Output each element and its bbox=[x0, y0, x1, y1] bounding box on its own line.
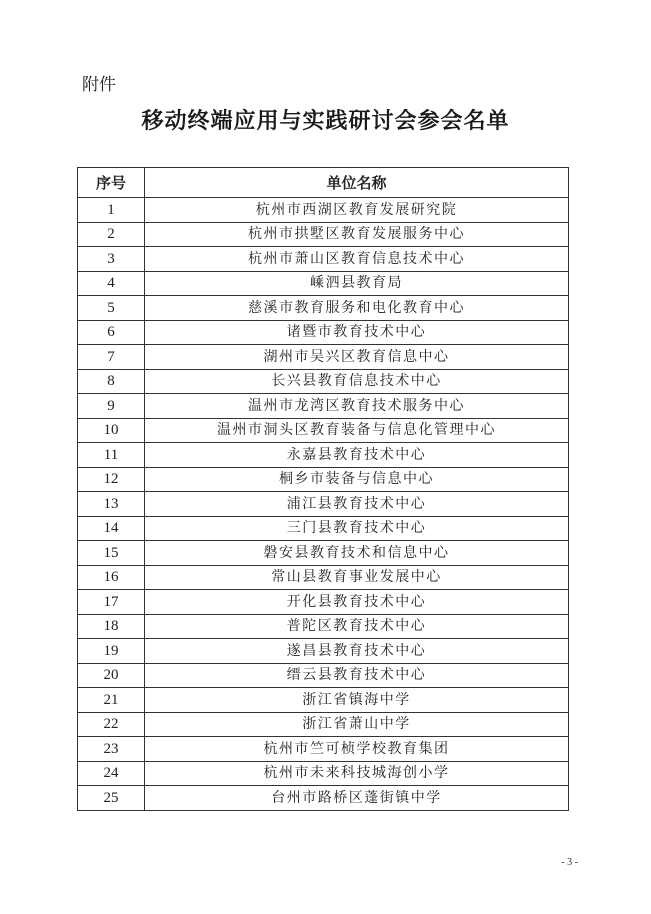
row-number: 10 bbox=[78, 418, 145, 443]
row-unit-name: 慈溪市教育服务和电化教育中心 bbox=[145, 296, 569, 321]
table-row bbox=[78, 663, 569, 688]
annex-label: 附件 bbox=[82, 75, 116, 95]
attendee-table bbox=[77, 167, 569, 811]
table-row bbox=[78, 222, 569, 247]
row-unit-name: 杭州市未来科技城海创小学 bbox=[145, 761, 569, 786]
row-unit-name: 缙云县教育技术中心 bbox=[145, 663, 569, 688]
row-unit-name: 常山县教育事业发展中心 bbox=[145, 565, 569, 590]
table-row bbox=[78, 443, 569, 468]
table-header-row bbox=[78, 168, 569, 198]
document-title: 移动终端应用与实践研讨会参会名单 bbox=[141, 109, 510, 134]
table-row bbox=[78, 198, 569, 223]
row-number: 22 bbox=[78, 712, 145, 737]
row-unit-name: 长兴县教育信息技术中心 bbox=[145, 369, 569, 394]
table-row bbox=[78, 320, 569, 345]
table-row bbox=[78, 737, 569, 762]
row-number: 1 bbox=[78, 198, 145, 223]
table-row bbox=[78, 247, 569, 272]
row-number: 18 bbox=[78, 614, 145, 639]
table-row bbox=[78, 296, 569, 321]
table-row bbox=[78, 345, 569, 370]
row-number: 21 bbox=[78, 688, 145, 713]
table-row bbox=[78, 369, 569, 394]
table-row bbox=[78, 394, 569, 419]
table-row bbox=[78, 761, 569, 786]
table-row bbox=[78, 614, 569, 639]
row-number: 8 bbox=[78, 369, 145, 394]
row-number: 9 bbox=[78, 394, 145, 419]
table-row bbox=[78, 271, 569, 296]
row-unit-name: 开化县教育技术中心 bbox=[145, 590, 569, 615]
row-unit-name: 温州市龙湾区教育技术服务中心 bbox=[145, 394, 569, 419]
row-unit-name: 诸暨市教育技术中心 bbox=[145, 320, 569, 345]
row-unit-name: 台州市路桥区蓬街镇中学 bbox=[145, 786, 569, 811]
row-number: 5 bbox=[78, 296, 145, 321]
row-number: 25 bbox=[78, 786, 145, 811]
row-number: 15 bbox=[78, 541, 145, 566]
table-row bbox=[78, 590, 569, 615]
table-row bbox=[78, 492, 569, 517]
table-row bbox=[78, 712, 569, 737]
row-unit-name: 普陀区教育技术中心 bbox=[145, 614, 569, 639]
row-unit-name: 嵊泗县教育局 bbox=[145, 271, 569, 296]
table-body bbox=[78, 198, 569, 811]
row-number: 13 bbox=[78, 492, 145, 517]
header-unit-name: 单位名称 bbox=[145, 168, 569, 198]
row-unit-name: 桐乡市装备与信息中心 bbox=[145, 467, 569, 492]
row-number: 3 bbox=[78, 247, 145, 272]
row-number: 23 bbox=[78, 737, 145, 762]
row-number: 12 bbox=[78, 467, 145, 492]
row-unit-name: 浦江县教育技术中心 bbox=[145, 492, 569, 517]
table-row bbox=[78, 541, 569, 566]
table-row bbox=[78, 639, 569, 664]
table-row bbox=[78, 467, 569, 492]
page-number: - 3 - bbox=[561, 857, 578, 868]
row-number: 6 bbox=[78, 320, 145, 345]
row-number: 20 bbox=[78, 663, 145, 688]
row-number: 24 bbox=[78, 761, 145, 786]
table-row bbox=[78, 516, 569, 541]
row-unit-name: 湖州市吴兴区教育信息中心 bbox=[145, 345, 569, 370]
row-unit-name: 杭州市拱墅区教育发展服务中心 bbox=[145, 222, 569, 247]
table-row bbox=[78, 786, 569, 811]
row-number: 4 bbox=[78, 271, 145, 296]
row-unit-name: 磐安县教育技术和信息中心 bbox=[145, 541, 569, 566]
row-unit-name: 永嘉县教育技术中心 bbox=[145, 443, 569, 468]
row-number: 14 bbox=[78, 516, 145, 541]
row-unit-name: 遂昌县教育技术中心 bbox=[145, 639, 569, 664]
header-number: 序号 bbox=[78, 168, 145, 198]
table-row bbox=[78, 565, 569, 590]
row-number: 7 bbox=[78, 345, 145, 370]
row-unit-name: 杭州市萧山区教育信息技术中心 bbox=[145, 247, 569, 272]
row-unit-name: 三门县教育技术中心 bbox=[145, 516, 569, 541]
row-unit-name: 浙江省镇海中学 bbox=[145, 688, 569, 713]
row-number: 11 bbox=[78, 443, 145, 468]
row-number: 17 bbox=[78, 590, 145, 615]
row-number: 2 bbox=[78, 222, 145, 247]
row-unit-name: 温州市洞头区教育装备与信息化管理中心 bbox=[145, 418, 569, 443]
row-unit-name: 浙江省萧山中学 bbox=[145, 712, 569, 737]
row-number: 19 bbox=[78, 639, 145, 664]
row-number: 16 bbox=[78, 565, 145, 590]
row-unit-name: 杭州市西湖区教育发展研究院 bbox=[145, 198, 569, 223]
table-row bbox=[78, 418, 569, 443]
table-row bbox=[78, 688, 569, 713]
row-unit-name: 杭州市竺可桢学校教育集团 bbox=[145, 737, 569, 762]
